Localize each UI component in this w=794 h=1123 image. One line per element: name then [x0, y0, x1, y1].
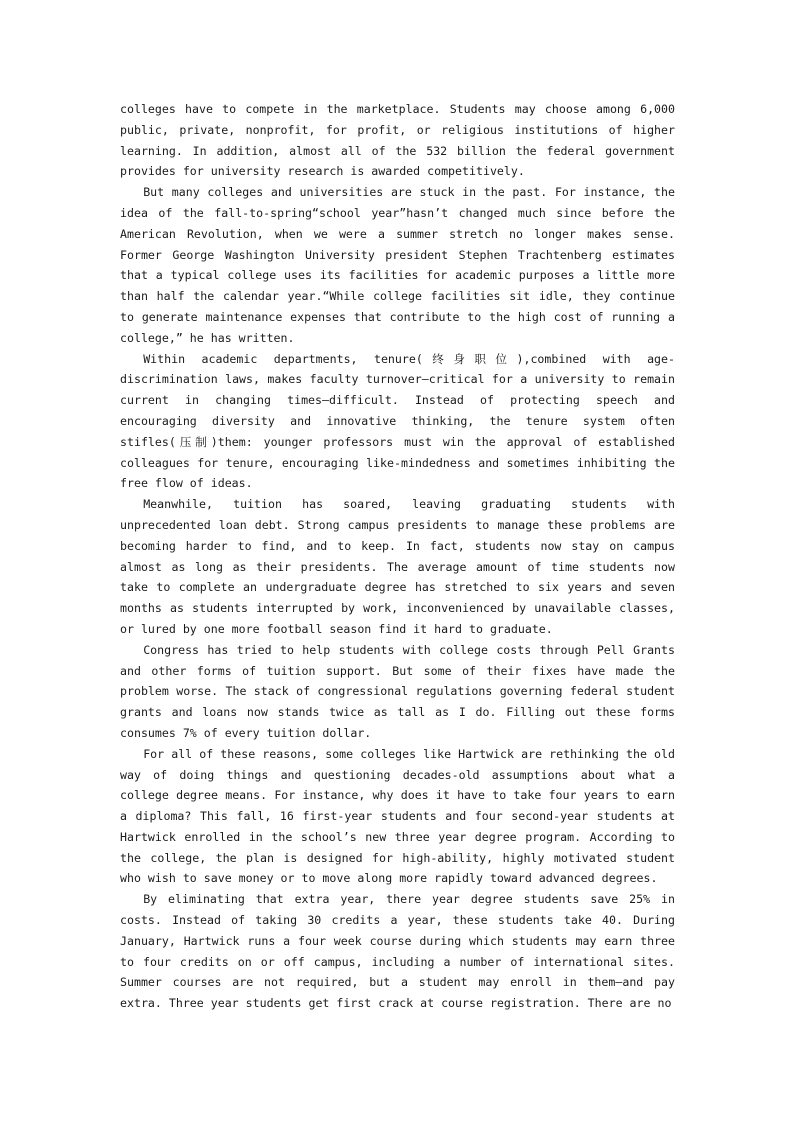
document-body — [120, 99, 675, 1014]
paragraph-6: For all of these reasons, some colleges like Hartwick are rethinking the old way of doing things and questioning decades-old assumptions about what a college degree means. For instance, why does it have to take four years to earn a diploma? This fall, 16 first-year students and four second-year students at Hartwick enrolled in the school’s new three year degree program. According to the college, the plan is designed for high-ability, highly motivated student who wish to save money or to move along more rapidly toward advanced degrees. — [120, 746, 675, 886]
paragraph-2: But many colleges and universities are stuck in the past. For instance, the idea of the fall-to-spring“school year”hasn’t changed much since before the American Revolution, when we were a summer stretch no longer makes sense. Former George Washington University president Stephen Trachtenberg estimates that a typical college uses its facilities for academic purposes a little more than half the calendar year.“While college facilities sit idle, they continue to generate maintenance expenses that contribute to the high cost of running a college,” he has written. — [120, 185, 675, 345]
paragraph-7: By eliminating that extra year, there year degree students save 25% in costs. Instead of taking 30 credits a year, these students take 40. During January, Hartwick runs a four week course during which students may earn three to four credits on or off campus, including a number of international sites. Summer courses are not required, but a student may enroll in them—and pay extra. Three year students get first crack at course registration. There are no — [120, 892, 675, 1011]
paragraph-1: colleges have to compete in the marketplace. Students may choose among 6,000 public, private, nonprofit, for profit, or religious institutions of higher learning. In addition, almost all of the 532 billion the federal government provides for university research is awarded competitively. — [120, 102, 675, 179]
paragraph-4: Meanwhile, tuition has soared, leaving graduating students with unprecedented loan debt. Strong campus presidents to manage these problems are becoming harder to find, and to keep. In fact, students now stay on campus almost as long as their presidents. The average amount of time students now take to complete an undergraduate degree has stretched to six years and seven months as students interrupted by work, inconvenienced by unavailable classes, or lured by one more football season find it hard to graduate. — [120, 497, 675, 636]
paragraph-3: Within academic departments, tenure(终身职位),combined with age-discrimination laws, makes faculty turnover—critical for a university to remain current in changing times—difficult. Instead of protecting speech and encouraging diversity and innovative thinking, the tenure system often stifles(压制)them: younger professors must win the approval of established colleagues for tenure, encouraging like-mindedness and sometimes inhibiting the free flow of ideas. — [120, 351, 675, 491]
paragraph-5: Congress has tried to help students with college costs through Pell Grants and other forms of tuition support. But some of their fixes have made the problem worse. The stack of congressional regulations governing federal student grants and loans now stands twice as tall as I do. Filling out these forms consumes 7% of every tuition dollar. — [120, 642, 675, 740]
